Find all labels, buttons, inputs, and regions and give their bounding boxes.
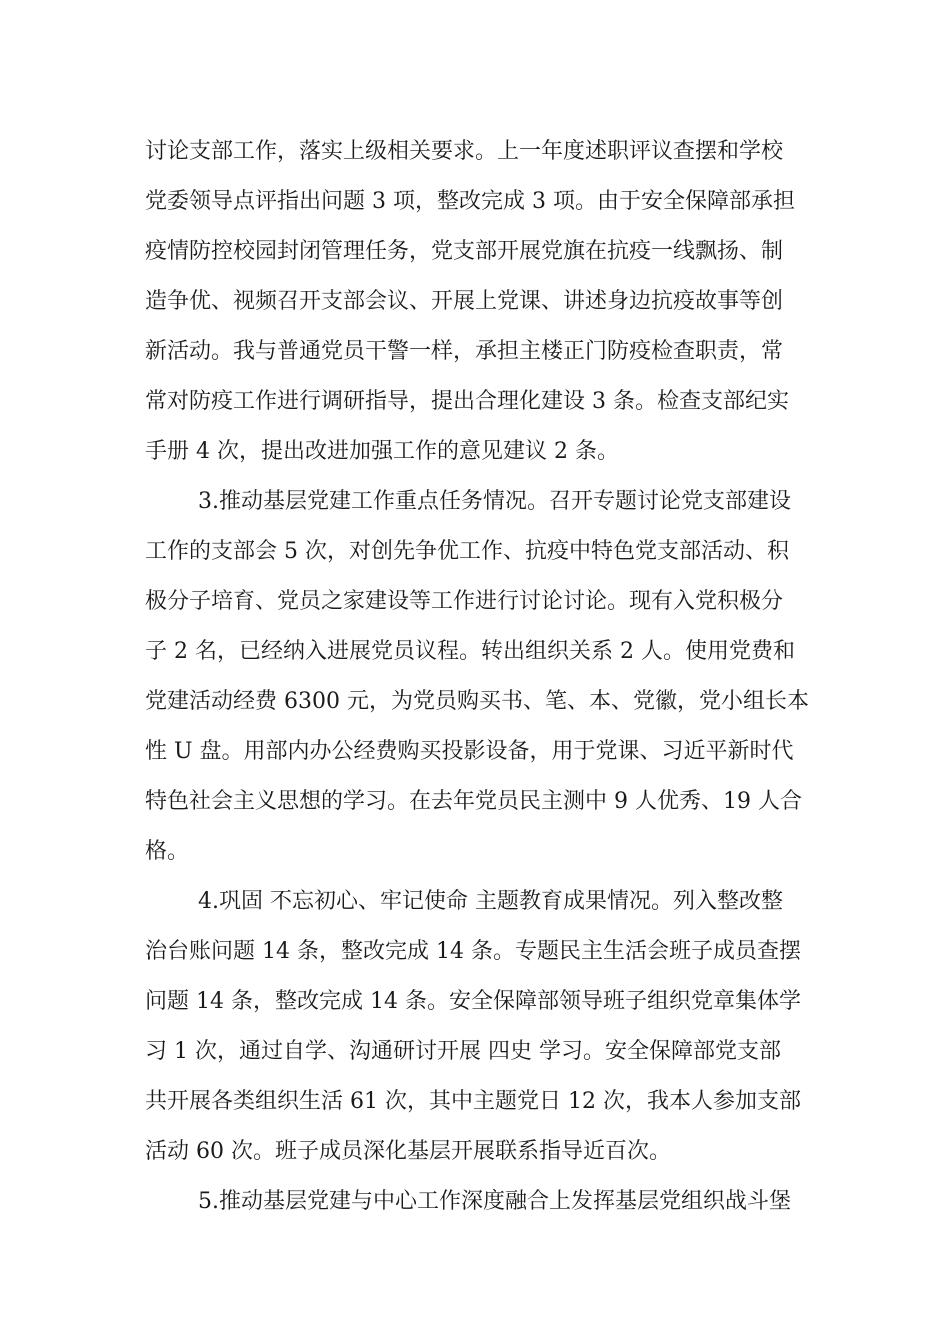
text-line: 工作的支部会 5 次，对创先争优工作、抗疫中特色党支部活动、积 bbox=[145, 539, 789, 564]
text-line: 极分子培育、党员之家建设等工作进行讨论讨论。现有入党积极分 bbox=[145, 589, 784, 614]
paragraph-first-line: 4.巩固 不忘初心、牢记使命 主题教育成果情况。列入整改整 bbox=[198, 889, 783, 914]
text-line: 格。 bbox=[145, 839, 190, 864]
text-line: 性 U 盘。用部内办公经费购买投影设备，用于党课、习近平新时代 bbox=[145, 739, 794, 764]
text-line: 党委领导点评指出问题 3 项，整改完成 3 项。由于安全保障部承担 bbox=[145, 189, 795, 214]
text-line: 子 2 名，已经纳入进展党员议程。转出组织关系 2 人。使用党费和 bbox=[145, 639, 795, 664]
text-line: 共开展各类组织生活 61 次，其中主题党日 12 次，我本人参加支部 bbox=[145, 1089, 801, 1114]
paragraph-first-line: 3.推动基层党建工作重点任务情况。召开专题讨论党支部建设 bbox=[198, 489, 791, 514]
text-line: 习 1 次，通过自学、沟通研讨开展 四史 学习。安全保障部党支部 bbox=[145, 1039, 781, 1064]
text-line: 党建活动经费 6300 元，为党员购买书、笔、本、党徽，党小组长本 bbox=[145, 689, 809, 714]
text-line: 活动 60 次。班子成员深化基层开展联系指导近百次。 bbox=[145, 1139, 671, 1164]
text-line: 常对防疫工作进行调研指导，提出合理化建设 3 条。检查支部纪实 bbox=[145, 389, 789, 414]
text-line: 造争优、视频召开支部会议、开展上党课、讲述身边抗疫故事等创 bbox=[145, 289, 784, 314]
text-line: 问题 14 条，整改完成 14 条。安全保障部领导班子组织党章集体学 bbox=[145, 989, 801, 1014]
text-line: 讨论支部工作，落实上级相关要求。上一年度述职评议查摆和学校 bbox=[145, 139, 784, 164]
text-line: 特色社会主义思想的学习。在去年党员民主测中 9 人优秀、19 人合 bbox=[145, 789, 802, 814]
text-line: 新活动。我与普通党员干警一样，承担主楼正门防疫检查职责，常 bbox=[145, 339, 784, 364]
text-line: 手册 4 次，提出改进加强工作的意见建议 2 条。 bbox=[145, 439, 619, 464]
text-line: 治台账问题 14 条，整改完成 14 条。专题民主生活会班子成员查摆 bbox=[145, 939, 801, 964]
text-line: 疫情防控校园封闭管理任务，党支部开展党旗在抗疫一线飘扬、制 bbox=[145, 239, 784, 264]
paragraph-first-line: 5.推动基层党建与中心工作深度融合上发挥基层党组织战斗堡 bbox=[198, 1189, 791, 1214]
